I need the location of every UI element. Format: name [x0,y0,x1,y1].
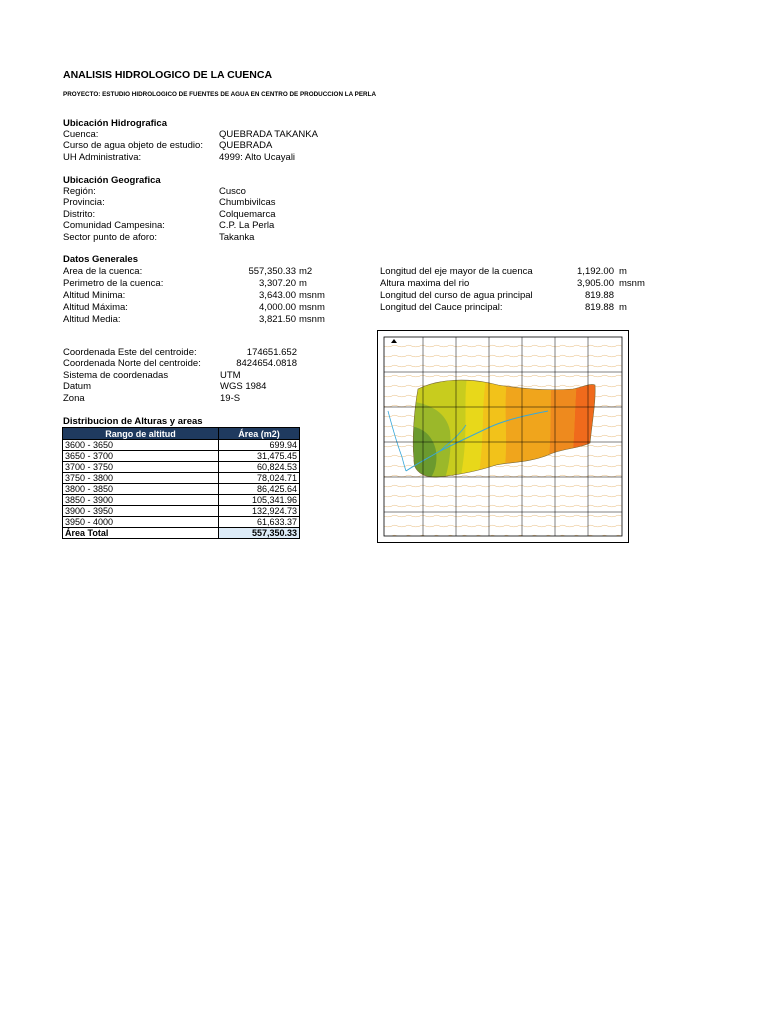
geo-label: Distrito: [63,209,96,220]
range-cell: 3950 - 4000 [63,517,219,528]
total-label-cell: Área Total [63,528,219,539]
dato-label: Altitud Minima: [63,290,126,301]
geo-value: C.P. La Perla [219,220,275,231]
range-cell: 3650 - 3700 [63,451,219,462]
hidro-value: QUEBRADA [219,140,273,151]
page-title: ANALISIS HIDROLOGICO DE LA CUENCA [63,69,273,81]
dato-value: 3,643.00 [259,290,296,301]
area-cell: 86,425.64 [219,484,300,495]
distribution-table [62,427,300,539]
table-row [63,506,300,517]
dato-value: 819.88 [584,290,614,301]
table-row [63,462,300,473]
dato-label: Altura maxima del rio [380,278,470,289]
range-cell: 3600 - 3650 [63,440,219,451]
dato-value: 3,821.50 [259,314,296,325]
dato-value: 1,192.00 [577,266,614,277]
table-row [63,484,300,495]
dato-unit: msnm [299,314,325,325]
area-cell: 60,824.53 [219,462,300,473]
section-header-hidrografica: Ubicación Hidrografica [63,118,167,129]
dato-value: 819.88 [584,302,614,313]
dato-label: Longitud del Cauce principal: [380,302,503,313]
range-cell: 3800 - 3850 [63,484,219,495]
area-cell: 31,475.45 [219,451,300,462]
coord-label: Zona [63,393,85,404]
hidro-label: Cuenca: [63,129,99,140]
dato-label: Perimetro de la cuenca: [63,278,164,289]
geo-value: Chumbivilcas [219,197,276,208]
coord-label: Coordenada Este del centroide: [63,347,197,358]
geo-label: Región: [63,186,96,197]
dato-value: 3,307.20 [259,278,296,289]
watershed-map [377,330,629,543]
project-subtitle: PROYECTO: ESTUDIO HIDROLOGICO DE FUENTES DE AGUA EN CENTRO DE PRODUCCION LA PERLA [63,91,376,98]
hidro-label: Curso de agua objeto de estudio: [63,140,203,151]
geo-label: Provincia: [63,197,105,208]
area-cell: 105,341.96 [219,495,300,506]
dato-unit: msnm [299,290,325,301]
geo-value: Takanka [219,232,255,243]
hidro-value: QUEBRADA TAKANKA [219,129,318,140]
hidro-label: UH Administrativa: [63,152,142,163]
table-header-rango: Rango de altitud [63,428,219,440]
geo-label: Sector punto de aforo: [63,232,158,243]
geo-label: Comunidad Campesina: [63,220,165,231]
coord-label: Sistema de coordenadas [63,370,169,381]
area-cell: 132,924.73 [219,506,300,517]
dato-value: 4,000.00 [259,302,296,313]
area-cell: 78,024.71 [219,473,300,484]
range-cell: 3850 - 3900 [63,495,219,506]
range-cell: 3900 - 3950 [63,506,219,517]
dato-unit: msnm [299,302,325,313]
dato-unit: m [619,266,627,277]
hidro-value: 4999: Alto Ucayali [219,152,296,163]
coord-label: Coordenada Norte del centroide: [63,358,201,369]
dato-unit: msnm [619,278,645,289]
coord-label: Datum [63,381,91,392]
geo-value: Cusco [219,186,246,197]
dato-label: Altitud Media: [63,314,121,325]
table-total-row [63,528,300,539]
coord-value: 8424654.0818 [236,358,297,369]
dato-value: 3,905.00 [577,278,614,289]
section-header-datos-generales: Datos Generales [63,254,138,265]
section-header-geografica: Ubicación Geografica [63,175,161,186]
dato-value: 557,350.33 [248,266,296,277]
coord-value: 19-S [220,393,241,404]
table-row [63,451,300,462]
total-value-cell: 557,350.33 [219,528,300,539]
watershed-map-svg [378,331,628,542]
table-header-area: Área (m2) [219,428,300,440]
coord-value: WGS 1984 [220,381,267,392]
coord-value: UTM [220,370,241,381]
range-cell: 3700 - 3750 [63,462,219,473]
dato-unit: m [299,278,307,289]
area-cell: 61,633.37 [219,517,300,528]
area-cell: 699.94 [219,440,300,451]
dato-label: Longitud del eje mayor de la cuenca [380,266,533,277]
table-row [63,440,300,451]
dato-label: Altitud Máxima: [63,302,128,313]
table-row [63,495,300,506]
dato-label: Area de la cuenca: [63,266,143,277]
coord-value: 174651.652 [246,347,297,358]
table-row [63,473,300,484]
dato-label: Longitud del curso de agua principal [380,290,533,301]
section-header-distribucion: Distribucion de Alturas y areas [63,416,203,427]
range-cell: 3750 - 3800 [63,473,219,484]
dato-unit: m [619,302,627,313]
dato-unit: m2 [299,266,313,277]
geo-value: Colquemarca [219,209,276,220]
table-row [63,517,300,528]
